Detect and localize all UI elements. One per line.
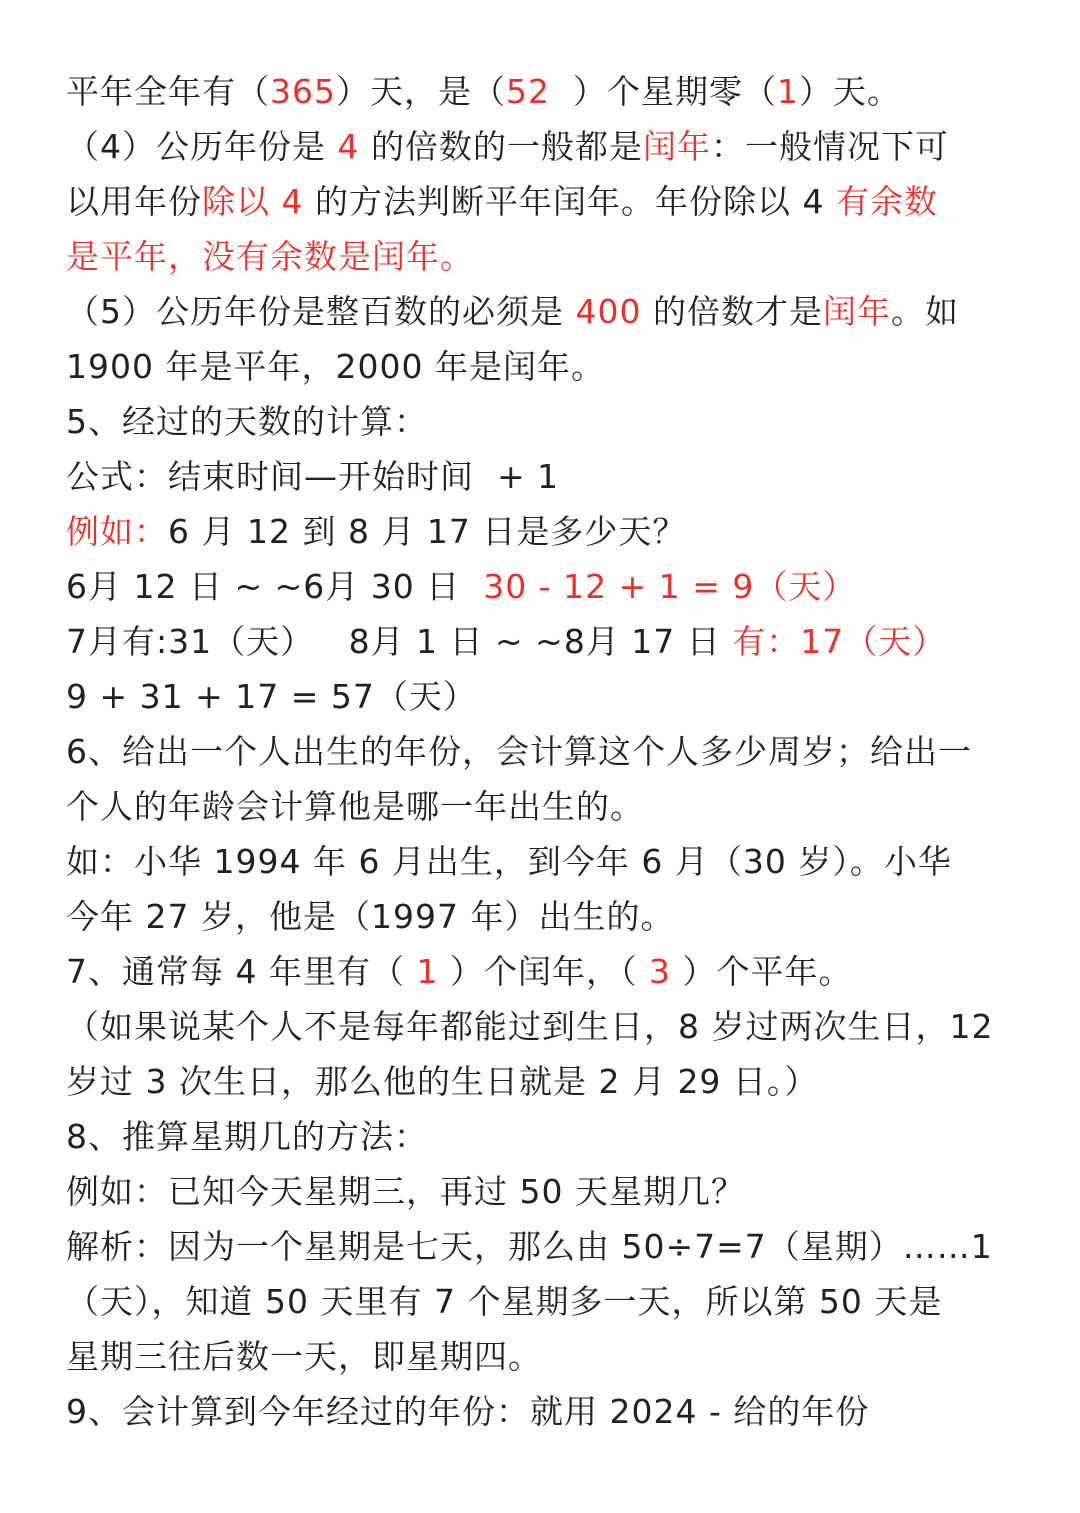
body-text: 如：小华 1994 年 6 月出生，到今年 6 月（30 岁）。小华 (66, 842, 952, 881)
text-line (66, 510, 686, 554)
body-text: 以用年份 (66, 182, 202, 221)
body-text: 例如：已知今天星期三，再过 50 天星期几？ (66, 1172, 745, 1211)
text-line (66, 785, 644, 829)
body-text: 公式：结束时间—开始时间 + 1 (66, 457, 560, 496)
text-line (66, 125, 949, 169)
highlighted-text: 闰年 (823, 292, 891, 331)
text-line (66, 1390, 869, 1434)
body-text: 。如 (891, 292, 959, 331)
highlighted-text: 有余数 (835, 182, 938, 221)
highlighted-text: 有：17（天） (732, 622, 947, 661)
body-text: 6月 12 日 ~ ~6月 30 日 (66, 567, 484, 606)
text-line (66, 70, 901, 114)
body-text: 的方法判断平年闰年。年份除以 4 (303, 182, 836, 221)
text-line (66, 1115, 428, 1159)
highlighted-text: 是平年，没有余数是闰年。 (66, 237, 474, 276)
text-line (66, 895, 674, 939)
highlighted-text: 1 (776, 72, 799, 111)
body-text: ）个闰年，（ (438, 952, 649, 991)
highlighted-text: 365 (270, 72, 336, 111)
body-text: ）个平年。 (670, 952, 853, 991)
highlighted-text: 400 (575, 292, 642, 331)
body-text: ）个星期零（ (550, 72, 777, 111)
text-line (66, 1005, 993, 1049)
highlighted-text: 除以 4 (202, 182, 304, 221)
body-text: （如果说某个人不是每年都能过到生日，8 岁过两次生日，12 (66, 1007, 994, 1046)
text-line (66, 565, 856, 609)
body-text: 7、通常每 4 年里有（ (66, 952, 417, 991)
text-line (66, 455, 559, 499)
text-line (66, 400, 428, 444)
body-text: 7月有:31（天） 8月 1 日 ~ ~8月 17 日 (66, 622, 733, 661)
body-text: 的倍数才是 (641, 292, 823, 331)
highlighted-text: 4 (337, 127, 360, 166)
text-line (66, 1225, 993, 1269)
text-line (66, 1060, 818, 1104)
body-text: 星期三往后数一天，即星期四。 (66, 1337, 542, 1376)
body-text: 的倍数的一般都是 (359, 127, 643, 166)
text-line (66, 675, 477, 719)
body-text: ：一般情况下可 (711, 127, 949, 166)
text-line (66, 1335, 542, 1379)
text-line (66, 180, 938, 224)
body-text: 今年 27 岁，他是（1997 年）出生的。 (66, 897, 675, 936)
body-text: 9 + 31 + 17 = 57（天） (66, 677, 477, 716)
body-text: 平年全年有（ (66, 72, 270, 111)
highlighted-text: 1 (416, 952, 439, 991)
body-text: 1900 年是平年，2000 年是闰年。 (66, 347, 605, 386)
text-line (66, 1170, 745, 1214)
body-text: ）天，是（ (336, 72, 506, 111)
text-line (66, 235, 474, 279)
highlighted-text: 30 - 12 + 1 = 9（天） (483, 567, 857, 606)
body-text: ）天。 (798, 72, 901, 111)
body-text: 5、经过的天数的计算： (66, 402, 428, 441)
highlighted-text: 3 (648, 952, 671, 991)
body-text: 6、给出一个人出生的年份，会计算这个人多少周岁；给出一 (66, 732, 972, 771)
highlighted-text: 例如： (66, 512, 168, 551)
text-line (66, 345, 605, 389)
body-text: 岁过 3 次生日，那么他的生日就是 2 月 29 日。） (66, 1062, 819, 1101)
text-line (66, 730, 972, 774)
body-text: （5）公历年份是整百数的必须是 (66, 292, 576, 331)
text-line (66, 1280, 942, 1324)
body-text: 个人的年龄会计算他是哪一年出生的。 (66, 787, 644, 826)
highlighted-text: 闰年 (643, 127, 711, 166)
body-text: （4）公历年份是 (66, 127, 338, 166)
text-line (66, 290, 959, 334)
body-text: 6 月 12 到 8 月 17 日是多少天？ (168, 512, 687, 551)
text-line (66, 620, 946, 664)
body-text: 9、会计算到今年经过的年份：就用 2024 - 给的年份 (66, 1392, 870, 1431)
body-text: 8、推算星期几的方法： (66, 1117, 428, 1156)
text-line (66, 950, 852, 994)
body-text: （天），知道 50 天里有 7 个星期多一天，所以第 50 天是 (66, 1282, 943, 1321)
body-text: 解析：因为一个星期是七天，那么由 50÷7=7（星期）……1 (66, 1227, 993, 1266)
highlighted-text: 52 (506, 72, 550, 111)
text-line (66, 840, 952, 884)
